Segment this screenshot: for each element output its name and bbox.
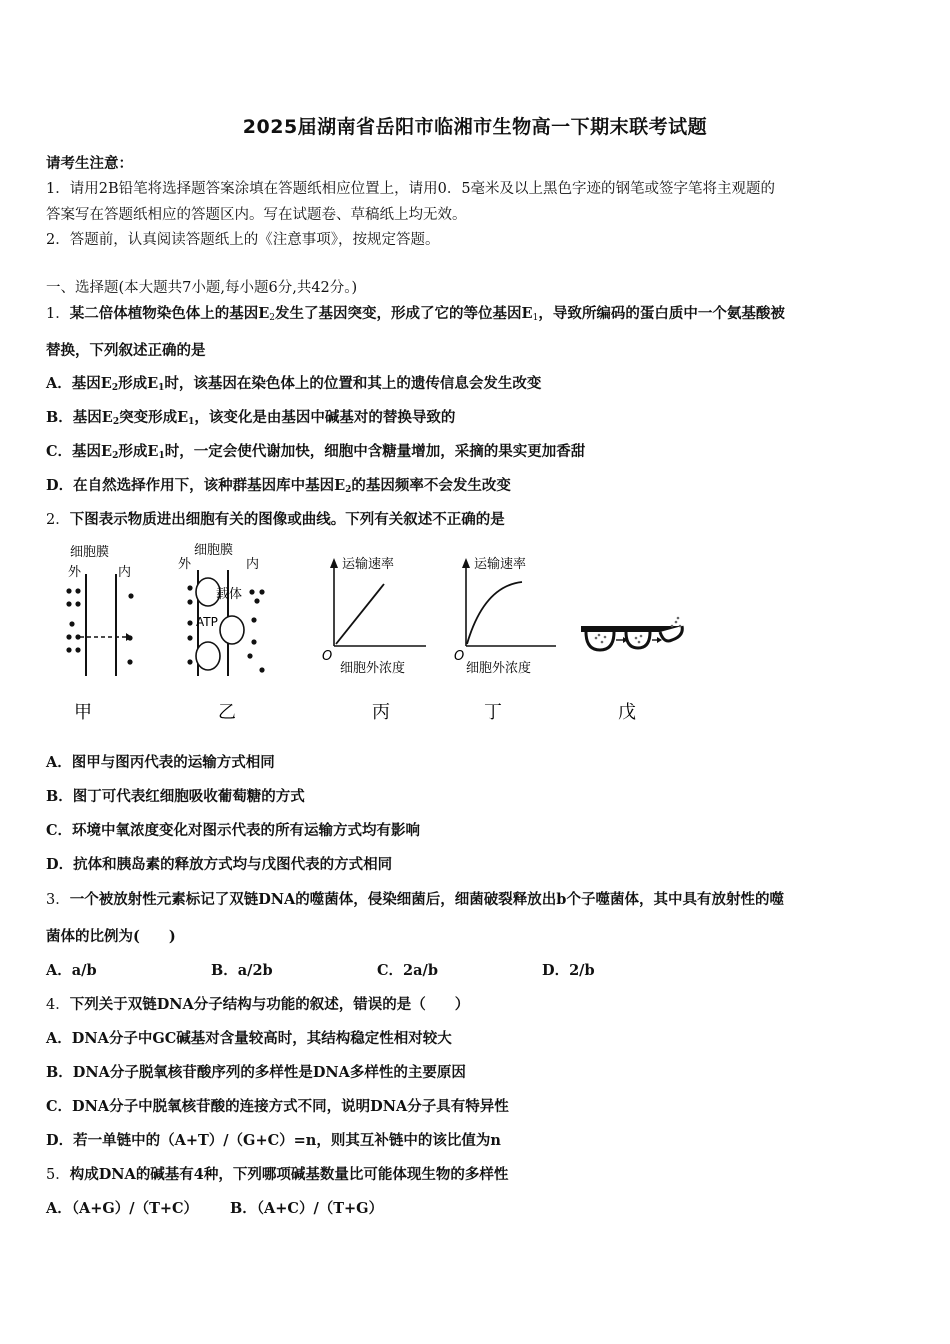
q2-option-a: A．图甲与图丙代表的运输方式相同 [46, 754, 275, 771]
q3-option-a: A．a/b [46, 962, 97, 979]
jia-outside-label: 外 [68, 565, 82, 580]
yi-membrane-label: 细胞膜 [194, 543, 234, 558]
q1-sub: 2 [111, 383, 119, 393]
q2-option-c: C．环境中氧浓度变化对图示代表的所有运输方式均有影响 [46, 822, 421, 839]
q1-sub: 1 [188, 417, 195, 427]
label-jia: 甲 [74, 702, 92, 723]
q1-option-d-text: 的基因频率不会发生改变 [351, 477, 511, 494]
q5-options [46, 1197, 446, 1219]
section-heading: 一、选择题(本大题共7小题,每小题6分,共42分。) [46, 280, 358, 296]
exam-title: 2025届湖南省岳阳市临湘市生物高一下期末联考试题 [242, 116, 708, 138]
q1-option-d-text: 在自然选择作用下，该种群基因库中基因E [73, 477, 346, 494]
transport-figure [56, 538, 716, 728]
bing-y-label: 运输速率 [342, 557, 395, 572]
jia-inside-label: 内 [118, 565, 132, 580]
label-wu: 戊 [618, 702, 636, 723]
ding-curve [467, 582, 522, 644]
q1-option-c-text: 形成E [118, 443, 159, 460]
jia-molecules [66, 588, 133, 664]
q1-sub: 2 [269, 313, 276, 323]
ding-y-axis-arrow [462, 558, 470, 568]
q1-stem-line1 [46, 302, 785, 323]
q3-stem-line1 [46, 888, 784, 909]
q2-option-d: D．抗体和胰岛素的释放方式均与戊图代表的方式相同 [46, 856, 393, 873]
figure-yi [178, 543, 265, 676]
bing-x-label: 细胞外浓度 [340, 661, 406, 676]
q5-option-b: B．（A+C）/（T+G） [230, 1200, 384, 1217]
q1-option-a-label: A． [46, 375, 72, 392]
yi-outside-label: 外 [178, 557, 192, 572]
label-bing: 丙 [372, 702, 390, 723]
bing-curve [336, 584, 384, 644]
q1-number: 1． [46, 306, 70, 322]
yi-inside-label: 内 [246, 557, 260, 572]
q4-option-c: C．DNA分子中脱氧核苷酸的连接方式不同，说明DNA分子具有特异性 [46, 1098, 509, 1115]
q1-option-d [46, 474, 511, 495]
yi-carrier-label: 载体 [216, 587, 243, 602]
figure-ding [454, 556, 556, 676]
ding-origin: O [454, 649, 465, 664]
q5-option-a: A．（A+G）/（T+C） [46, 1200, 199, 1217]
figure-jia [66, 545, 133, 676]
q3-stem-text: 一个被放射性元素标记了双链DNA的噬菌体，侵染细菌后，细菌破裂释放出b个子噬菌体，其中具有放射性的噬 [69, 891, 784, 908]
q1-sub: 2 [345, 485, 352, 495]
q1-option-c-text: 时，一定会使代谢加快，细胞中含糖量增加，采摘的果实更加香甜 [164, 443, 586, 460]
q1-sub: 1 [158, 383, 165, 393]
q1-option-b-text: 基因E [72, 409, 113, 426]
notice-item-1a: 1．请用2B铅笔将选择题答案涂填在答题纸相应位置上，请用0．5毫米及以上黑色字迹的钢笔或签字笔将主观题的 [46, 181, 776, 197]
q1-sub: 2 [112, 451, 119, 461]
q1-option-a [46, 372, 541, 393]
q1-option-d-label: D． [46, 477, 74, 494]
q3-option-d: D．2/b [542, 962, 595, 979]
q3-stem-line2: 菌体的比例为( ) [46, 928, 176, 945]
ding-x-label: 细胞外浓度 [466, 661, 532, 676]
yi-carrier-shape [196, 642, 220, 670]
q1-stem-part2: 发生了基因突变，形成了它的等位基因E [275, 305, 533, 322]
notice-item-1b: 答案写在答题纸相应的答题区内。写在试题卷、草稿纸上均无效。 [46, 207, 467, 223]
q1-option-b-label: B． [46, 409, 73, 426]
q1-sub: 2 [112, 417, 120, 427]
q4-number: 4． [46, 997, 70, 1013]
yi-atp-label: ATP [196, 615, 218, 629]
bing-y-axis-arrow [330, 558, 338, 568]
q1-option-b [46, 406, 455, 427]
q1-option-a-text: 基因E [71, 375, 112, 392]
q3-number: 3． [46, 892, 70, 908]
q1-stem-line2: 替换，下列叙述正确的是 [46, 342, 206, 359]
notice-heading: 请考生注意： [46, 155, 133, 172]
q5-stem-text: 构成DNA的碱基有4种，下列哪项碱基数量比可能体现生物的多样性 [69, 1166, 509, 1183]
q4-stem-text: 下列关于双链DNA分子结构与功能的叙述，错误的是（ ） [69, 996, 470, 1013]
q4-stem [46, 993, 469, 1014]
q1-stem-part3: ，导致所编码的蛋白质中一个氨基酸被 [538, 305, 785, 322]
bing-origin: O [322, 649, 333, 664]
q1-sub: 1 [532, 313, 539, 323]
figure-wu [581, 617, 682, 650]
q1-option-a-text: 时，该基因在染色体上的位置和其上的遗传信息会发生改变 [164, 375, 542, 392]
q1-stem-part1: 某二倍体植物染色体上的基因E [69, 305, 270, 322]
wu-vesicle [626, 632, 650, 648]
q1-sub: 1 [158, 451, 165, 461]
q3-option-c: C．2a/b [377, 962, 438, 979]
q2-number: 2． [46, 512, 70, 528]
q5-stem [46, 1163, 508, 1184]
q1-option-c [46, 440, 585, 461]
q3-option-b: B．a/2b [211, 962, 273, 979]
q4-option-b: B．DNA分子脱氧核苷酸序列的多样性是DNA多样性的主要原因 [46, 1064, 466, 1081]
jia-membrane-label: 细胞膜 [70, 545, 110, 560]
q1-option-b-text: 突变形成E [119, 409, 189, 426]
label-ding: 丁 [484, 702, 502, 723]
q1-option-c-text: 基因E [72, 443, 113, 460]
notice-item-2: 2．答题前，认真阅读答题纸上的《注意事项》，按规定答题。 [46, 232, 440, 248]
q4-option-a: A．DNA分子中GC碱基对含量较高时，其结构稳定性相对较大 [46, 1030, 452, 1047]
ding-y-label: 运输速率 [474, 557, 527, 572]
q1-option-b-text: ，该变化是由基因中碱基对的替换导致的 [194, 409, 456, 426]
q2-stem-text: 下图表示物质进出细胞有关的图像或曲线。下列有关叙述不正确的是 [69, 511, 505, 528]
q4-option-d: D．若一单链中的（A+T）/（G+C）=n，则其互补链中的该比值为n [46, 1132, 501, 1149]
q2-stem [46, 508, 505, 529]
figure-bing [322, 556, 426, 676]
yi-carrier-shape [220, 616, 244, 644]
q2-option-b: B．图丁可代表红细胞吸收葡萄糖的方式 [46, 788, 305, 805]
q3-options [46, 959, 906, 981]
label-yi: 乙 [218, 702, 236, 723]
q5-number: 5． [46, 1167, 70, 1183]
q1-option-a-text: 形成E [118, 375, 159, 392]
q1-option-c-label: C． [46, 443, 73, 460]
